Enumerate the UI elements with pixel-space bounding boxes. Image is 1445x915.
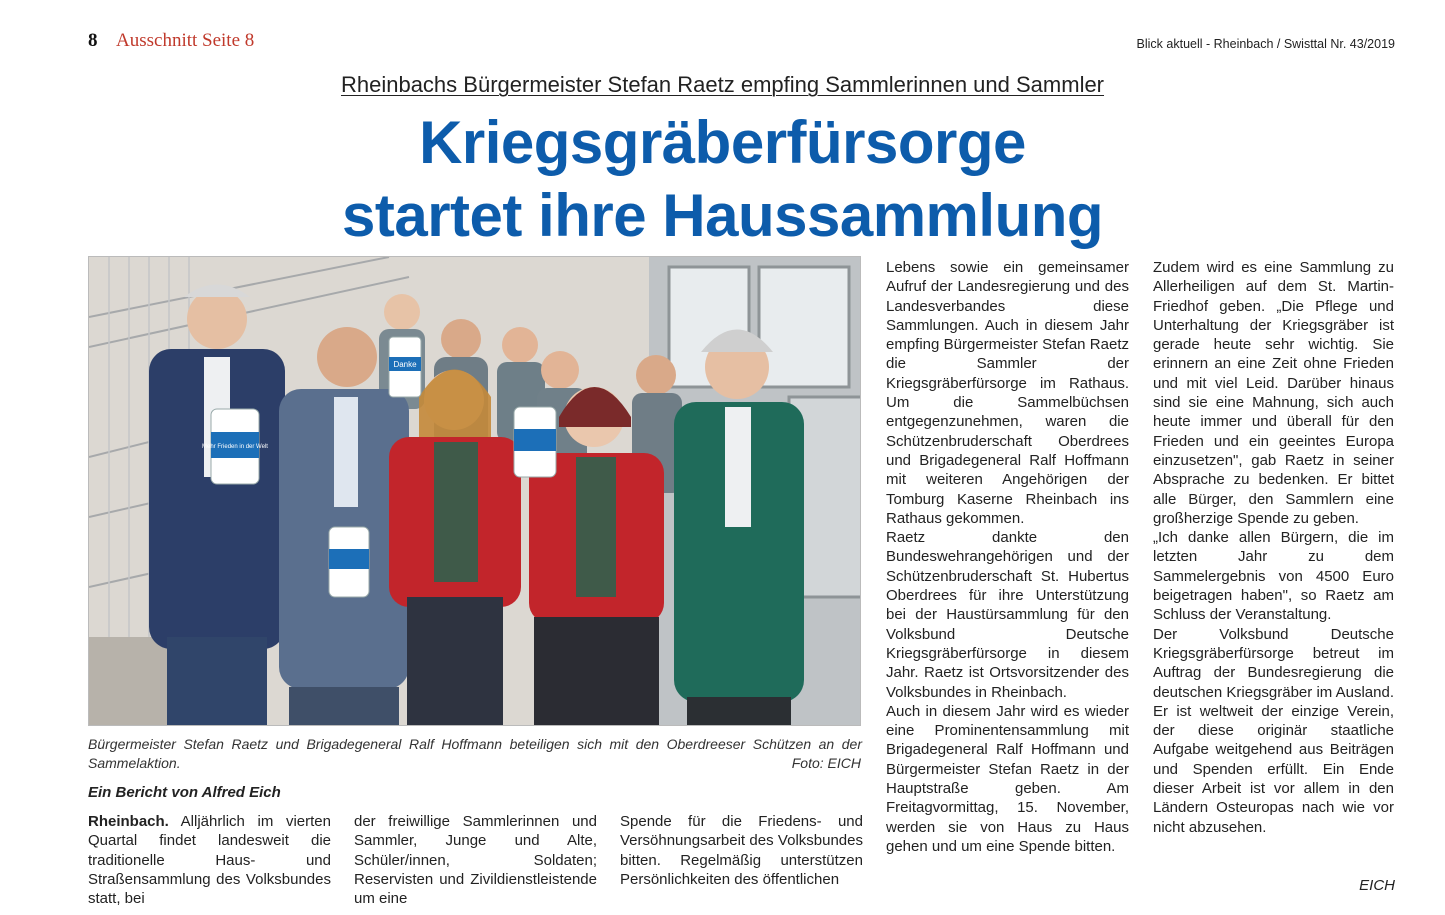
column-5-paragraph-3: Der Volksbund Deutsche Kriegsgräberfürsorge betreut im Auftrag der Bundesregierung die deutschen Kriegsgräber im Ausland. Er ist weltweit der einzige Verein, der diese originär staatliche Aufgabe weitgehend aus Beiträgen und Spenden erfüllt. Ein Ende dieser Arbeit ist vor allem in den Ländern Osteuropas nach wie vor nicht abzusehen.: [1153, 625, 1394, 836]
article-column-3: [620, 812, 863, 889]
column-4-paragraph-3: Auch in diesem Jahr wird es wieder eine Prominentensammlung mit Brigadegeneral Ralf Hoffmann und Bürgermeister Stefan Raetz in der Hauptstraße geben. Am Freitagvormittag, 15. November, werden sie von Haus zu Haus gehen und um eine Spende bitten.: [886, 702, 1129, 855]
headline-line-2: startet ihre Haussammlung: [341, 182, 1104, 249]
article-kicker: [0, 72, 1445, 98]
can-label-danke: Danke: [393, 360, 417, 369]
can-label-frieden: Mehr Frieden in der Welt: [202, 444, 268, 450]
photo-credit: Foto: EICH: [791, 755, 861, 771]
column-2-text: der freiwillige Sammlerinnen und Sammler, Junge und Alte, Schüler/innen, Soldaten; Reservisten und Zivildienstleistende um eine: [354, 813, 597, 908]
article-column-1: [88, 812, 331, 908]
column-3-text: Spende für die Friedens- und Versöhnungsarbeit des Volksbundes bitten. Regelmäßig unterstützen Persönlichkeiten des öffentlichen: [620, 813, 863, 888]
kicker-text: Rheinbachs Bürgermeister Stefan Raetz empfing Sammlerinnen und Sammler: [340, 72, 1105, 97]
article-column-4: [886, 258, 1129, 856]
column-4-paragraph-1: Lebens sowie ein gemeinsamer Aufruf der Landesregierung und des Landesverbandes diese Sammlungen. Auch in diesem Jahr empfing Bürgermeister Stefan Raetz die Sammler der Kriegsgräberfürsorge im Rathaus. Um die Sammelbüchsen entgegenzunehmen, waren die Schützenbruderschaft Oberdrees und Brigadegeneral Ralf Hoffmann mit weiteren Angehörigen der Tomburg Kaserne Rheinbach ins Rathaus gekommen.: [886, 259, 1129, 527]
page-number: 8: [88, 30, 98, 51]
column-5-paragraph-1: Zudem wird es eine Sammlung zu Allerheiligen auf dem St. Martin-Friedhof geben. „Die Pflege und Unterhaltung der Kriegsgräber ist gerade heute sehr wichtig. Sie erinnern an eine Zeit ohne Frieden und mit viel Leid. Darüber hinaus sind sie eine Mahnung, sich auch heute immer und überall für den Frieden und ein geeintes Europa einzusetzen", gab Raetz in seiner Absprache zu bedenken. Er bittet alle Bürger, den Sammlern eine großherzige Spende zu geben.: [1153, 259, 1394, 527]
article-column-2: [354, 812, 597, 908]
group-photo-illustration: [89, 257, 861, 726]
headline-line-1: Kriegsgräberfürsorge: [419, 109, 1026, 176]
clip-label: Ausschnitt Seite 8: [116, 30, 255, 51]
article-column-5: [1153, 258, 1394, 837]
author-signature: EICH: [1359, 877, 1395, 894]
publication-info: Blick aktuell - Rheinbach / Swisttal Nr. 43/2019: [1136, 37, 1395, 51]
article-byline: Ein Bericht von Alfred Eich: [88, 784, 281, 801]
group-photo: [88, 256, 861, 726]
column-4-paragraph-2: Raetz dankte den Bundeswehrangehörigen und der Schützenbruderschaft St. Hubertus Oberdrees für ihre Unterstützung bei der Haustürsammlung für den Volksbund Deutsche Kriegsgräberfürsorge in diesem Jahr. Raetz ist Ortsvorsitzender des Volksbundes in Rheinbach.: [886, 529, 1129, 701]
photo-caption: Bürgermeister Stefan Raetz und Brigadegeneral Ralf Hoffmann beteiligen sich mit den Oberdreeser Schützen an der Sammelaktion.: [88, 736, 862, 771]
dateline: Rheinbach.: [88, 813, 169, 830]
column-1-text: Alljährlich im vierten Quartal findet landesweit die traditionelle Haus- und Straßensammlung des Volksbundes statt, bei: [88, 813, 331, 908]
column-5-paragraph-2: „Ich danke allen Bürgern, die im letzten Jahr zu dem Sammelergebnis von 4500 Euro beigetragen haben", so Raetz am Schluss der Veranstaltung.: [1153, 529, 1394, 624]
